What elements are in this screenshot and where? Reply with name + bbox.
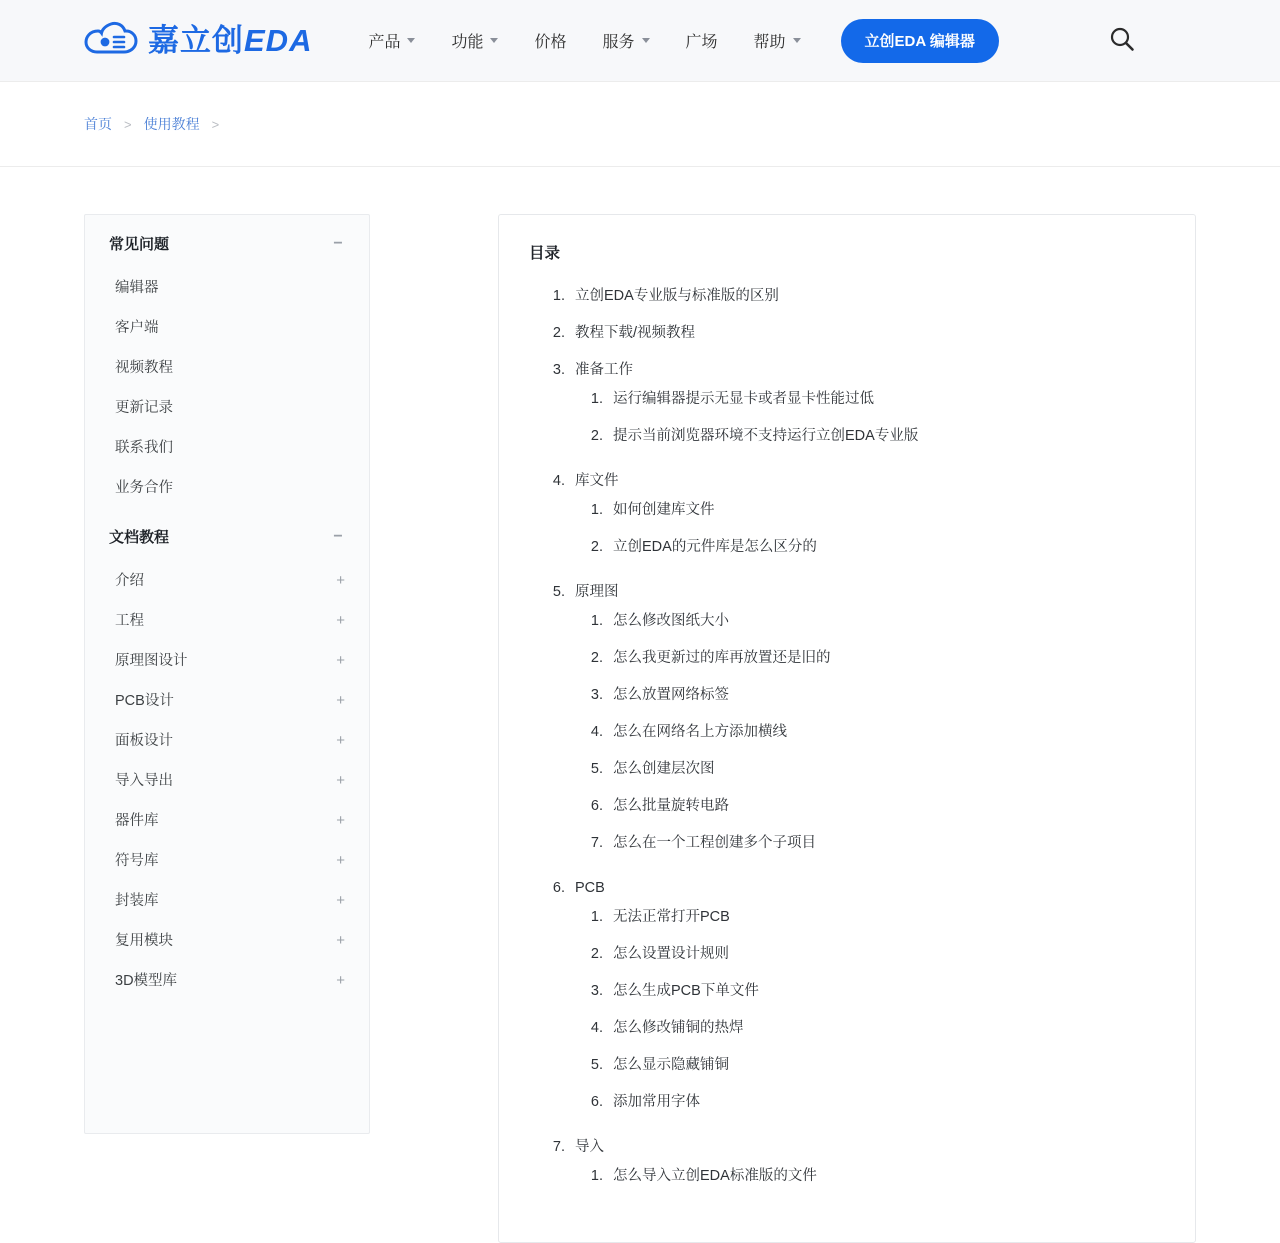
sidebar-item-device-library[interactable]	[85, 801, 369, 841]
toc-link[interactable]: 库文件	[575, 473, 619, 489]
toc-subitem	[607, 898, 1165, 935]
expand-icon[interactable]: +	[336, 892, 345, 909]
nav-item-product[interactable]	[350, 19, 433, 62]
toc-subitem	[607, 1046, 1165, 1083]
search-icon	[1109, 26, 1135, 55]
toc-link[interactable]: 怎么设置设计规则	[613, 946, 729, 962]
chevron-down-icon	[490, 38, 498, 43]
toc-link[interactable]: 怎么在一个工程创建多个子项目	[613, 835, 816, 851]
sidebar-group-docs[interactable]	[85, 508, 369, 561]
toc-subitem	[607, 676, 1165, 713]
chevron-down-icon	[407, 38, 415, 43]
toc-link[interactable]: 无法正常打开PCB	[613, 909, 730, 925]
toc-link[interactable]: 怎么显示隐藏铺铜	[613, 1057, 729, 1073]
toc-sublist	[575, 1157, 1165, 1194]
toc-sublist	[575, 491, 1165, 565]
toc-subitem	[607, 639, 1165, 676]
nav-item-help[interactable]	[736, 19, 819, 62]
toc-item	[569, 869, 1165, 1128]
toc-item	[569, 1128, 1165, 1202]
toc-link[interactable]: PCB	[575, 880, 605, 896]
expand-icon[interactable]: +	[336, 852, 345, 869]
sidebar-item-label: 工程	[115, 613, 144, 629]
toc-sublist	[575, 380, 1165, 454]
expand-icon[interactable]: +	[336, 812, 345, 829]
toc-subitem	[607, 380, 1165, 417]
toc-link[interactable]: 原理图	[575, 584, 619, 600]
sidebar-group-label: 常见问题	[109, 236, 170, 253]
sidebar-item-label: PCB设计	[115, 693, 174, 709]
breadcrumb	[0, 82, 1280, 167]
toc-link[interactable]: 怎么生成PCB下单文件	[613, 983, 759, 999]
sidebar-item-pcb-design[interactable]	[85, 681, 369, 721]
nav-item-services[interactable]	[585, 19, 668, 62]
sidebar-item-reuse-module[interactable]	[85, 921, 369, 961]
breadcrumb-item-home[interactable]: 首页	[84, 116, 112, 132]
toc-item	[569, 277, 1165, 314]
toc-link[interactable]: 提示当前浏览器环境不支持运行立创EDA专业版	[613, 428, 919, 444]
toc-sublist	[575, 602, 1165, 861]
sidebar-item-contact-us[interactable]	[85, 428, 369, 468]
toc-link[interactable]: 运行编辑器提示无显卡或者显卡性能过低	[613, 391, 874, 407]
toc-subitem	[607, 1083, 1165, 1120]
sidebar-group-label: 文档教程	[109, 529, 170, 546]
toc-link[interactable]: 怎么在网络名上方添加横线	[613, 724, 787, 740]
nav-label: 产品	[368, 34, 401, 51]
sidebar-group-faq[interactable]	[85, 215, 369, 268]
sidebar	[84, 214, 370, 1134]
toc-link[interactable]: 添加常用字体	[613, 1094, 700, 1110]
toc-link[interactable]: 怎么放置网络标签	[613, 687, 729, 703]
sidebar-item-label: 原理图设计	[115, 653, 188, 669]
toc-link[interactable]: 教程下载/视频教程	[575, 325, 696, 341]
toc-item	[569, 314, 1165, 351]
toc-subitem	[607, 750, 1165, 787]
breadcrumb-item-tutorial[interactable]: 使用教程	[143, 116, 200, 132]
toc-item	[569, 462, 1165, 573]
cloud-logo-icon	[84, 21, 138, 61]
nav-item-features[interactable]	[433, 19, 516, 62]
nav-item-square[interactable]	[668, 19, 736, 62]
sidebar-item-label: 视频教程	[115, 360, 173, 376]
toc-link[interactable]: 立创EDA的元件库是怎么区分的	[613, 539, 817, 555]
sidebar-item-footprint-library[interactable]	[85, 881, 369, 921]
expand-icon[interactable]: +	[336, 972, 345, 989]
sidebar-item-label: 封装库	[115, 893, 159, 909]
nav-label: 服务	[602, 34, 635, 51]
toc-subitem	[607, 417, 1165, 454]
toc-subitem	[607, 491, 1165, 528]
sidebar-item-label: 复用模块	[115, 933, 173, 949]
toc-subitem	[607, 602, 1165, 639]
breadcrumb-separator: >	[124, 116, 132, 132]
search-button[interactable]	[1103, 22, 1141, 60]
breadcrumb-separator: >	[211, 116, 220, 132]
main-nav	[350, 19, 818, 62]
sidebar-item-label: 业务合作	[115, 480, 173, 496]
logo[interactable]	[84, 21, 312, 61]
toc-link[interactable]: 立创EDA专业版与标准版的区别	[575, 288, 779, 304]
content-panel	[498, 214, 1196, 1243]
sidebar-item-schematic-design[interactable]	[85, 641, 369, 681]
chevron-down-icon	[642, 38, 650, 43]
nav-label: 功能	[451, 34, 484, 51]
expand-icon[interactable]: +	[336, 772, 345, 789]
sidebar-item-video-tutorial[interactable]	[85, 348, 369, 388]
sidebar-item-editor[interactable]	[85, 268, 369, 308]
nav-label: 广场	[685, 34, 718, 51]
logo-text-en: EDA	[244, 23, 313, 58]
expand-icon[interactable]: +	[336, 572, 345, 589]
sidebar-item-label: 3D模型库	[115, 973, 178, 989]
sidebar-item-symbol-library[interactable]	[85, 841, 369, 881]
page-layout	[0, 167, 1280, 1243]
expand-icon[interactable]: +	[336, 652, 345, 669]
sidebar-item-label: 器件库	[115, 813, 159, 829]
toc-sublist	[575, 898, 1165, 1120]
toc-subitem	[607, 972, 1165, 1009]
toc-item	[569, 351, 1165, 462]
sidebar-item-label: 面板设计	[115, 733, 173, 749]
toc-subitem	[607, 1157, 1165, 1194]
editor-cta-button[interactable]: 立创EDA 编辑器	[841, 19, 999, 63]
toc-link[interactable]: 怎么创建层次图	[613, 761, 715, 777]
logo-text	[148, 25, 312, 56]
site-header	[0, 0, 1280, 82]
toc-title: 目录	[529, 245, 561, 262]
toc-subitem	[607, 935, 1165, 972]
toc-link[interactable]: 准备工作	[575, 362, 633, 378]
logo-text-cn: 嘉立创	[148, 23, 244, 58]
toc-link[interactable]: 如何创建库文件	[613, 502, 715, 518]
sidebar-item-label: 更新记录	[115, 400, 173, 416]
sidebar-item-changelog[interactable]	[85, 388, 369, 428]
sidebar-item-client[interactable]	[85, 308, 369, 348]
collapse-icon[interactable]: −	[333, 234, 343, 252]
nav-label: 价格	[534, 34, 567, 51]
sidebar-item-label: 联系我们	[115, 440, 173, 456]
toc-subitem	[607, 528, 1165, 565]
toc-subitem	[607, 824, 1165, 861]
toc-item	[569, 573, 1165, 869]
toc-link[interactable]: 怎么我更新过的库再放置还是旧的	[613, 650, 831, 666]
sidebar-item-3d-model-library[interactable]	[85, 961, 369, 1001]
sidebar-item-panel-design[interactable]	[85, 721, 369, 761]
sidebar-item-import-export[interactable]	[85, 761, 369, 801]
toc-link[interactable]: 怎么批量旋转电路	[613, 798, 729, 814]
toc-link[interactable]: 怎么导入立创EDA标准版的文件	[613, 1168, 817, 1184]
table-of-contents	[529, 277, 1165, 1202]
sidebar-item-label: 编辑器	[115, 280, 159, 296]
nav-item-pricing[interactable]	[516, 19, 584, 62]
nav-label: 帮助	[753, 34, 786, 51]
toc-subitem	[607, 787, 1165, 824]
toc-link[interactable]: 怎么修改图纸大小	[613, 613, 729, 629]
toc-link[interactable]: 导入	[575, 1139, 604, 1155]
sidebar-item-label: 导入导出	[115, 773, 173, 789]
expand-icon[interactable]: +	[336, 692, 345, 709]
expand-icon[interactable]: +	[336, 932, 345, 949]
expand-icon[interactable]: +	[336, 732, 345, 749]
sidebar-item-label: 符号库	[115, 853, 159, 869]
toc-subitem	[607, 713, 1165, 750]
collapse-icon[interactable]: −	[333, 527, 343, 545]
chevron-down-icon	[793, 38, 801, 43]
toc-subitem	[607, 1009, 1165, 1046]
sidebar-item-project[interactable]	[85, 601, 369, 641]
toc-link[interactable]: 怎么修改铺铜的热焊	[613, 1020, 744, 1036]
expand-icon[interactable]: +	[336, 612, 345, 629]
sidebar-item-label: 介绍	[115, 573, 144, 589]
sidebar-item-intro[interactable]	[85, 561, 369, 601]
sidebar-item-business-cooperation[interactable]	[85, 468, 369, 508]
sidebar-item-label: 客户端	[115, 320, 159, 336]
